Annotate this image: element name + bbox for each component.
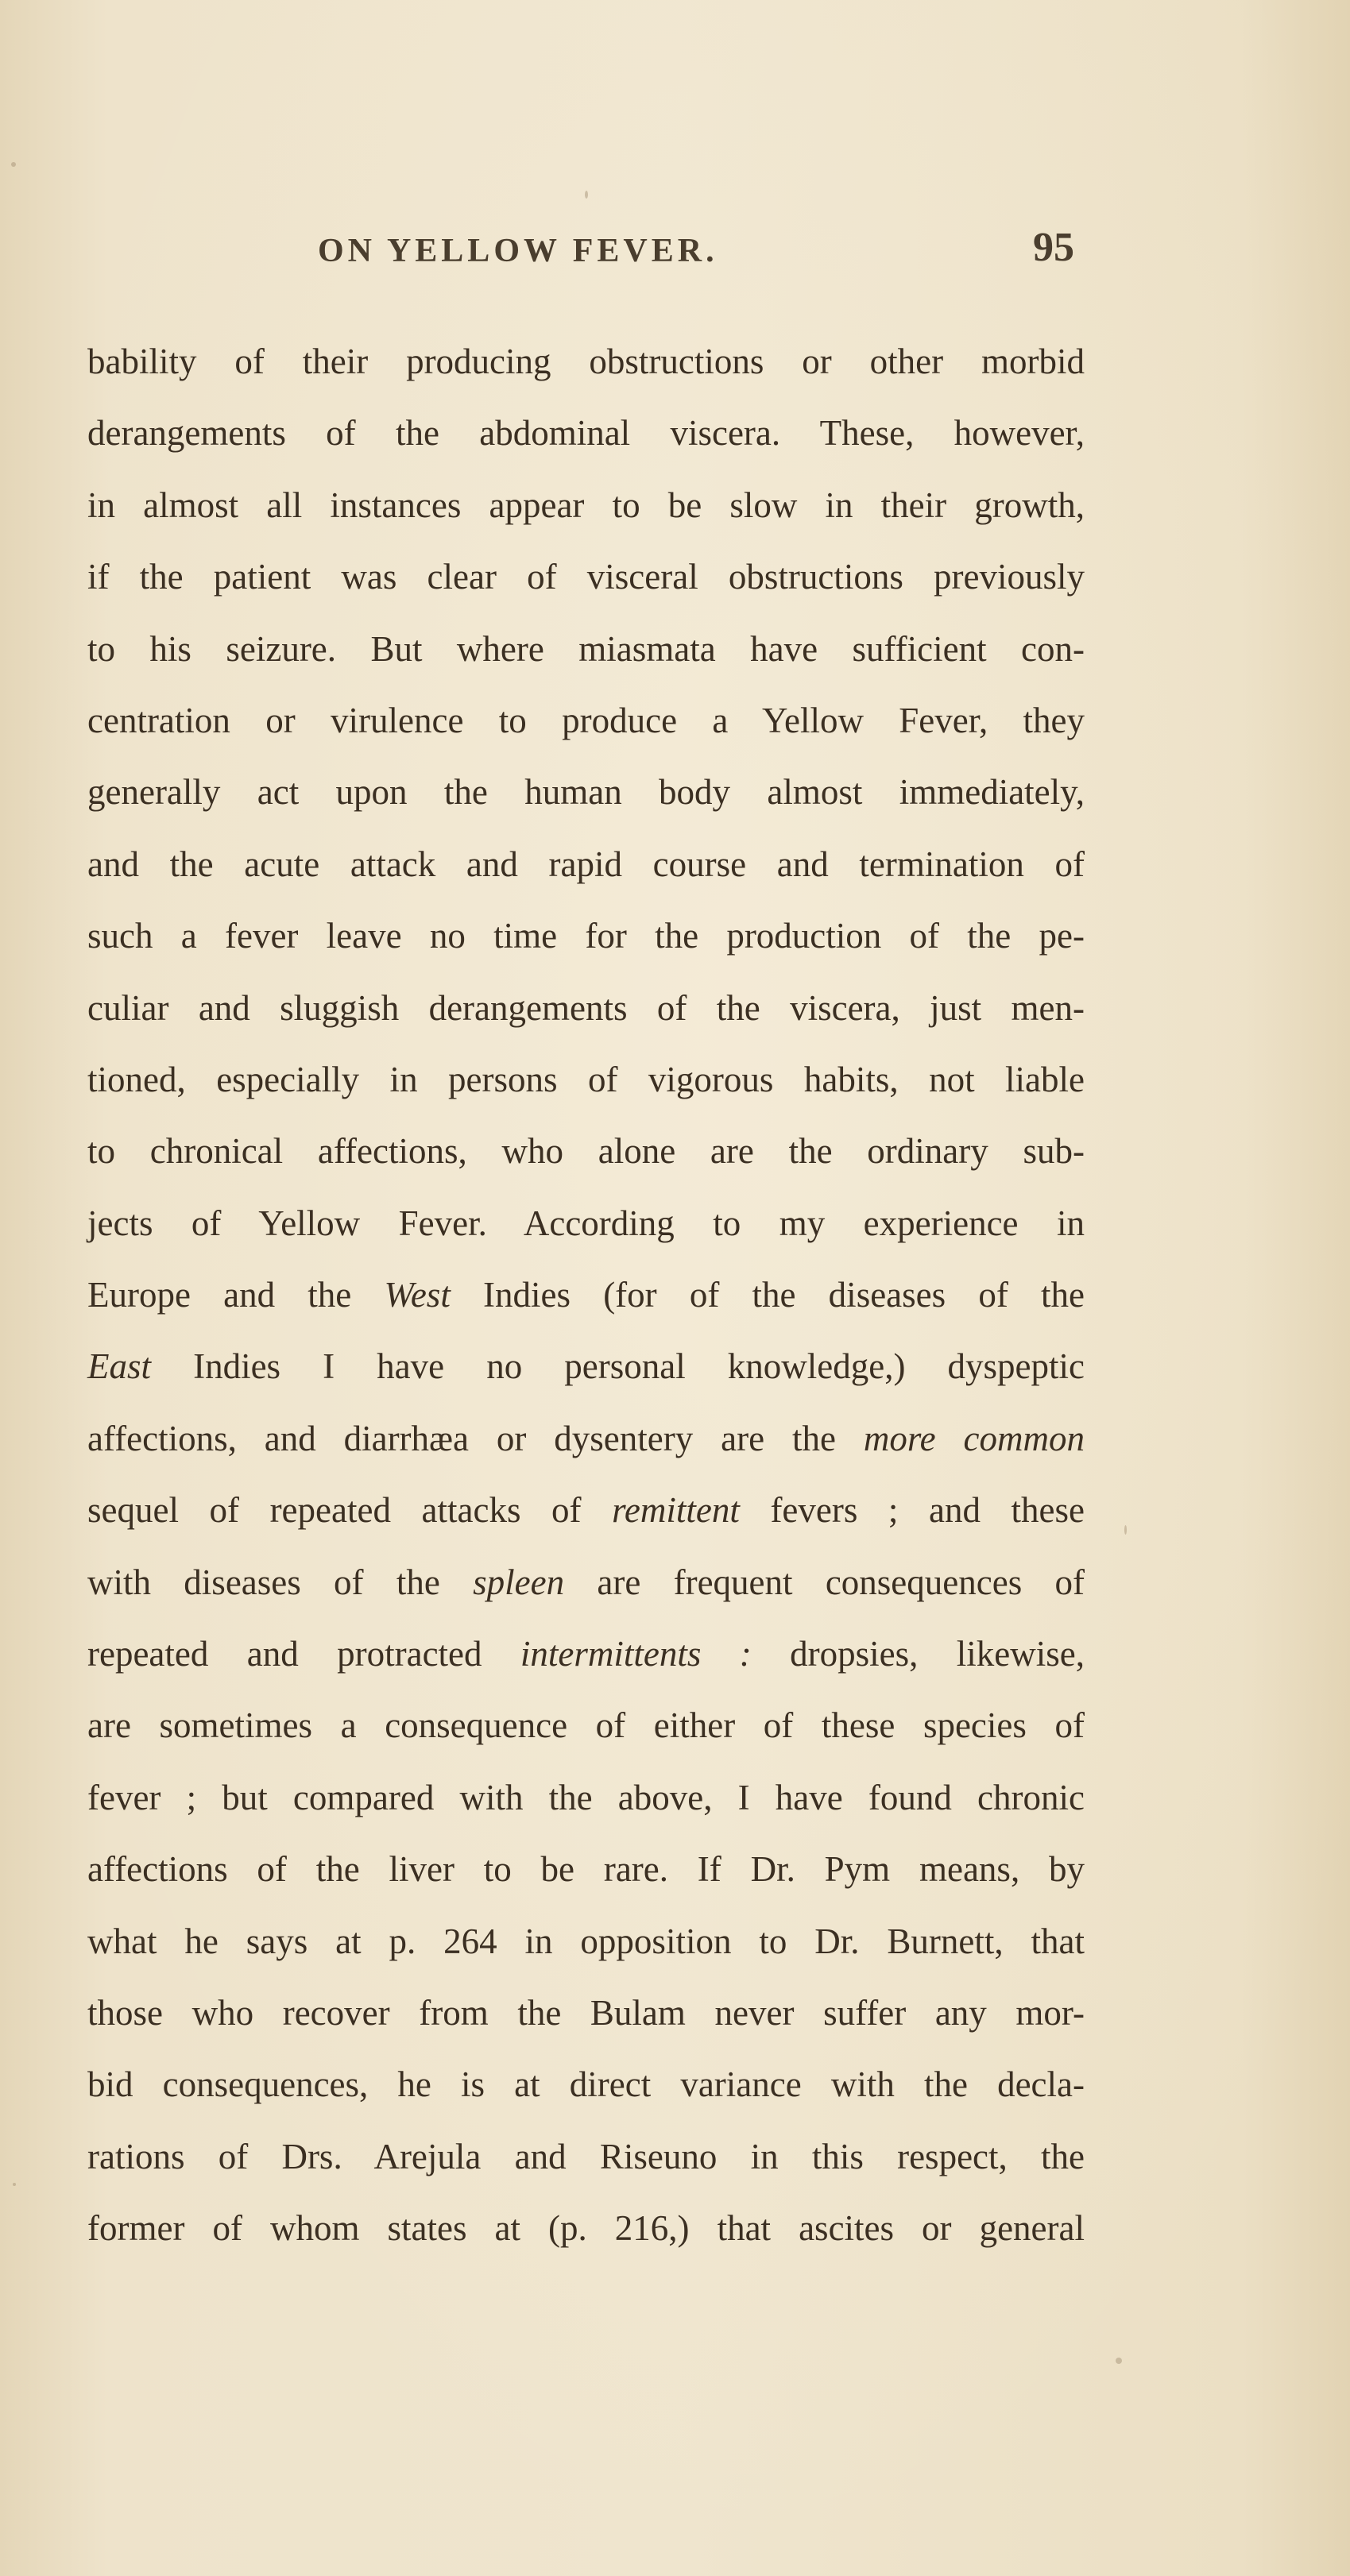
text-line — [87, 397, 1085, 469]
text-segment: Europe and the — [87, 1275, 385, 1315]
text-line — [87, 1547, 1085, 1618]
text-line — [87, 828, 1085, 900]
text-line — [87, 1618, 1085, 1690]
text-line — [87, 2121, 1085, 2192]
text-segment: in almost all instances appear to be slow in their growth, — [87, 485, 1085, 525]
text-line — [87, 1115, 1085, 1187]
text-line — [87, 1977, 1085, 2049]
text-segment: and the acute attack and rapid course and termination of — [87, 844, 1085, 884]
text-line — [87, 2192, 1085, 2264]
text-line — [87, 1474, 1085, 1546]
text-segment: affections, and diarrhæa or dysentery are the — [87, 1418, 864, 1458]
text-segment: bability of their producing obstructions or other morbid — [87, 342, 1085, 381]
text-line — [87, 326, 1085, 397]
text-segment: what he says at p. 264 in opposition to Dr. Burnett, that — [87, 1921, 1085, 1961]
text-segment: such a fever leave no time for the production of the pe- — [87, 916, 1085, 956]
text-segment: fevers ; and these — [739, 1490, 1085, 1531]
text-line — [87, 1833, 1085, 1905]
text-segment: are frequent consequences of — [564, 1562, 1085, 1602]
italic-text: remittent — [612, 1490, 740, 1531]
text-segment: generally act upon the human body almost immediately, — [87, 772, 1085, 813]
italic-text: intermittents : — [520, 1634, 752, 1674]
text-line — [87, 469, 1085, 541]
page-number: 95 — [1033, 225, 1074, 270]
text-segment: with diseases of the — [87, 1562, 474, 1602]
body-text — [87, 326, 1085, 2265]
paper-speck — [11, 162, 16, 167]
running-title: ON YELLOW FEVER. — [318, 233, 718, 269]
text-segment: jects of Yellow Fever. According to my experience in — [87, 1203, 1085, 1243]
italic-text: spleen — [473, 1562, 565, 1602]
italic-text: more common — [863, 1418, 1085, 1458]
italic-text: West — [384, 1275, 451, 1315]
text-line — [87, 1762, 1085, 1833]
text-line — [87, 900, 1085, 971]
paper-speck — [13, 2183, 16, 2186]
text-line — [87, 1188, 1085, 1259]
text-line — [87, 1330, 1085, 1402]
text-segment: affections of the liver to be rare. If Dr. Pym means, by — [87, 1849, 1085, 1890]
text-line — [87, 972, 1085, 1044]
text-segment: Indies (for of the diseases of the — [450, 1275, 1085, 1315]
paper-speck — [1116, 2358, 1122, 2364]
text-segment: are sometimes a consequence of either of these species of — [87, 1705, 1085, 1746]
text-segment: repeated and protracted — [87, 1634, 520, 1674]
text-segment: to his seizure. But where miasmata have sufficient con- — [87, 628, 1085, 669]
text-line — [87, 1259, 1085, 1330]
text-line — [87, 1906, 1085, 1977]
paper-speck — [585, 191, 588, 199]
text-line — [87, 613, 1085, 685]
text-segment: Indies I have no personal knowledge,) dyspeptic — [151, 1346, 1085, 1387]
text-segment: centration or virulence to produce a Yellow Fever, they — [87, 700, 1085, 740]
text-segment: tioned, especially in persons of vigorous habits, not liable — [87, 1059, 1085, 1099]
text-line — [87, 1403, 1085, 1474]
text-segment: those who recover from the Bulam never suffer any mor- — [87, 1992, 1085, 2033]
text-line — [87, 756, 1085, 828]
text-segment: derangements of the abdominal viscera. These, however, — [87, 413, 1085, 454]
text-line — [87, 1690, 1085, 1761]
text-segment: dropsies, likewise, — [751, 1634, 1085, 1674]
text-line — [87, 1044, 1085, 1115]
text-line — [87, 685, 1085, 756]
italic-text: East — [87, 1346, 152, 1387]
text-line — [87, 2049, 1085, 2120]
text-segment: former of whom states at (p. 216,) that ascites or general — [87, 2208, 1085, 2249]
text-segment: to chronical affections, who alone are the ordinary sub- — [87, 1131, 1085, 1172]
paper-speck — [1124, 1525, 1127, 1535]
text-segment: fever ; but compared with the above, I have found chronic — [87, 1777, 1085, 1817]
text-segment: culiar and sluggish derangements of the viscera, just men- — [87, 987, 1085, 1028]
text-segment: sequel of repeated attacks of — [87, 1490, 613, 1531]
text-segment: if the patient was clear of visceral obstructions previously — [87, 557, 1085, 597]
text-line — [87, 541, 1085, 612]
text-segment: bid consequences, he is at direct variance with the decla- — [87, 2064, 1085, 2105]
text-segment: rations of Drs. Arejula and Riseuno in this respect, the — [87, 2136, 1085, 2176]
